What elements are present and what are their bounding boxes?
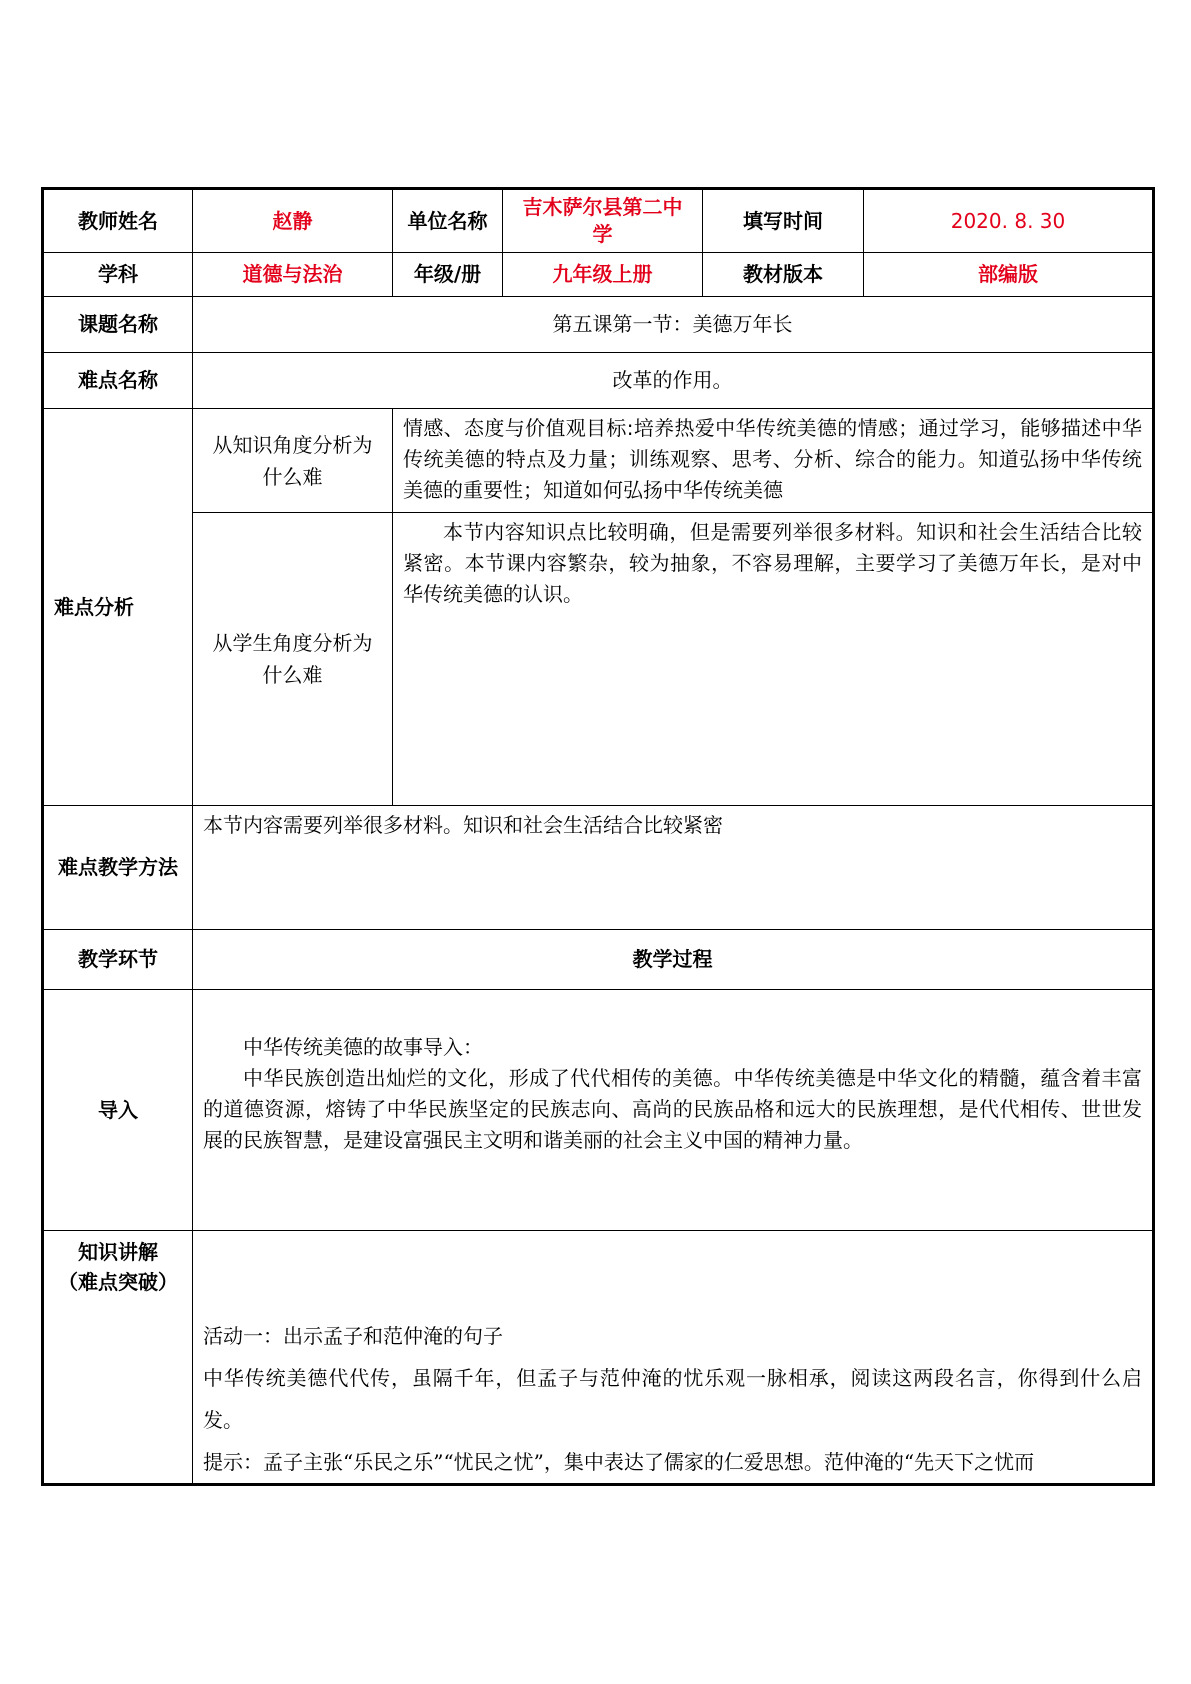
lesson-plan-sheet <box>41 187 1152 1486</box>
grade-value: 九年级上册 <box>503 253 703 297</box>
unit-value: 吉木萨尔县第二中学 <box>503 189 703 253</box>
unit-label: 单位名称 <box>393 189 503 253</box>
intro-label: 导入 <box>43 990 193 1231</box>
analysis-knowledge-row <box>43 409 1154 513</box>
grade-label: 年级/册 <box>393 253 503 297</box>
knowledge-angle-label: 从知识角度分析为什么难 <box>193 409 393 513</box>
subject-label: 学科 <box>43 253 193 297</box>
teacher-value: 赵静 <box>193 189 393 253</box>
date-value: 2020. 8. 30 <box>864 189 1154 253</box>
intro-content <box>193 990 1154 1231</box>
intro-row <box>43 990 1154 1231</box>
student-angle-label: 从学生角度分析为什么难 <box>193 513 393 806</box>
activity-title: 活动一：出示孟子和范仲淹的句子 <box>203 1324 503 1348</box>
edition-label: 教材版本 <box>703 253 864 297</box>
knowledge-row <box>43 1231 1154 1485</box>
activity-paragraph: 中华传统美德代代传，虽隔千年，但孟子与范仲淹的忧乐观一脉相承，阅读这两段名言，你得到什么启发。 <box>203 1366 1142 1432</box>
knowledge-angle-content <box>393 409 1154 513</box>
header-row-1 <box>43 189 1154 253</box>
analysis-student-row <box>43 513 1154 806</box>
activity-hint: 提示：孟子主张“乐民之乐”“忧民之忧”，集中表达了儒家的仁爱思想。范仲淹的“先天下之忧而 <box>203 1450 1035 1474</box>
process-header-row <box>43 930 1154 990</box>
difficulty-value: 改革的作用。 <box>193 353 1154 409</box>
stage-label: 教学环节 <box>43 930 193 990</box>
date-label: 填写时间 <box>703 189 864 253</box>
method-row <box>43 806 1154 930</box>
edition-value: 部编版 <box>864 253 1154 297</box>
difficulty-row <box>43 353 1154 409</box>
student-angle-content: 本节内容知识点比较明确，但是需要列举很多材料。知识和社会生活结合比较紧密。本节课内容繁杂，较为抽象，不容易理解，主要学习了美德万年长，是对中华传统美德的认识。 <box>393 513 1154 806</box>
knowledge-angle-text: 培养热爱中华传统美德的情感；通过学习，能够描述中华传统美德的特点及力量；训练观察、思考、分析、综合的能力。知道弘扬中华传统美德的重要性；知道如何弘扬中华传统美德 <box>403 416 1142 502</box>
analysis-label: 难点分析 <box>43 409 193 806</box>
header-row-2 <box>43 253 1154 297</box>
intro-paragraph: 中华民族创造出灿烂的文化，形成了代代相传的美德。中华传统美德是中华文化的精髓，蕴含着丰富的道德资源，熔铸了中华民族坚定的民族志向、高尚的民族品格和远大的民族理想，是代代相传、世世发展的民族智慧，是建设富强民主文明和谐美丽的社会主义中国的精神力量。 <box>203 1066 1142 1152</box>
knowledge-angle-heading: 情感、态度与价值观目标: <box>403 416 634 440</box>
knowledge-label <box>43 1231 193 1485</box>
method-content: 本节内容需要列举很多材料。知识和社会生活结合比较紧密 <box>193 806 1154 930</box>
topic-value: 第五课第一节：美德万年长 <box>193 297 1154 353</box>
process-label: 教学过程 <box>193 930 1154 990</box>
topic-row <box>43 297 1154 353</box>
difficulty-label: 难点名称 <box>43 353 193 409</box>
lesson-plan-table <box>41 187 1155 1486</box>
knowledge-label-1: 知识讲解 <box>78 1240 158 1264</box>
method-label: 难点教学方法 <box>43 806 193 930</box>
knowledge-label-2: （难点突破） <box>58 1270 178 1294</box>
topic-label: 课题名称 <box>43 297 193 353</box>
intro-line-1: 中华传统美德的故事导入： <box>243 1035 483 1059</box>
knowledge-content <box>193 1231 1154 1485</box>
subject-value: 道德与法治 <box>193 253 393 297</box>
teacher-label: 教师姓名 <box>43 189 193 253</box>
